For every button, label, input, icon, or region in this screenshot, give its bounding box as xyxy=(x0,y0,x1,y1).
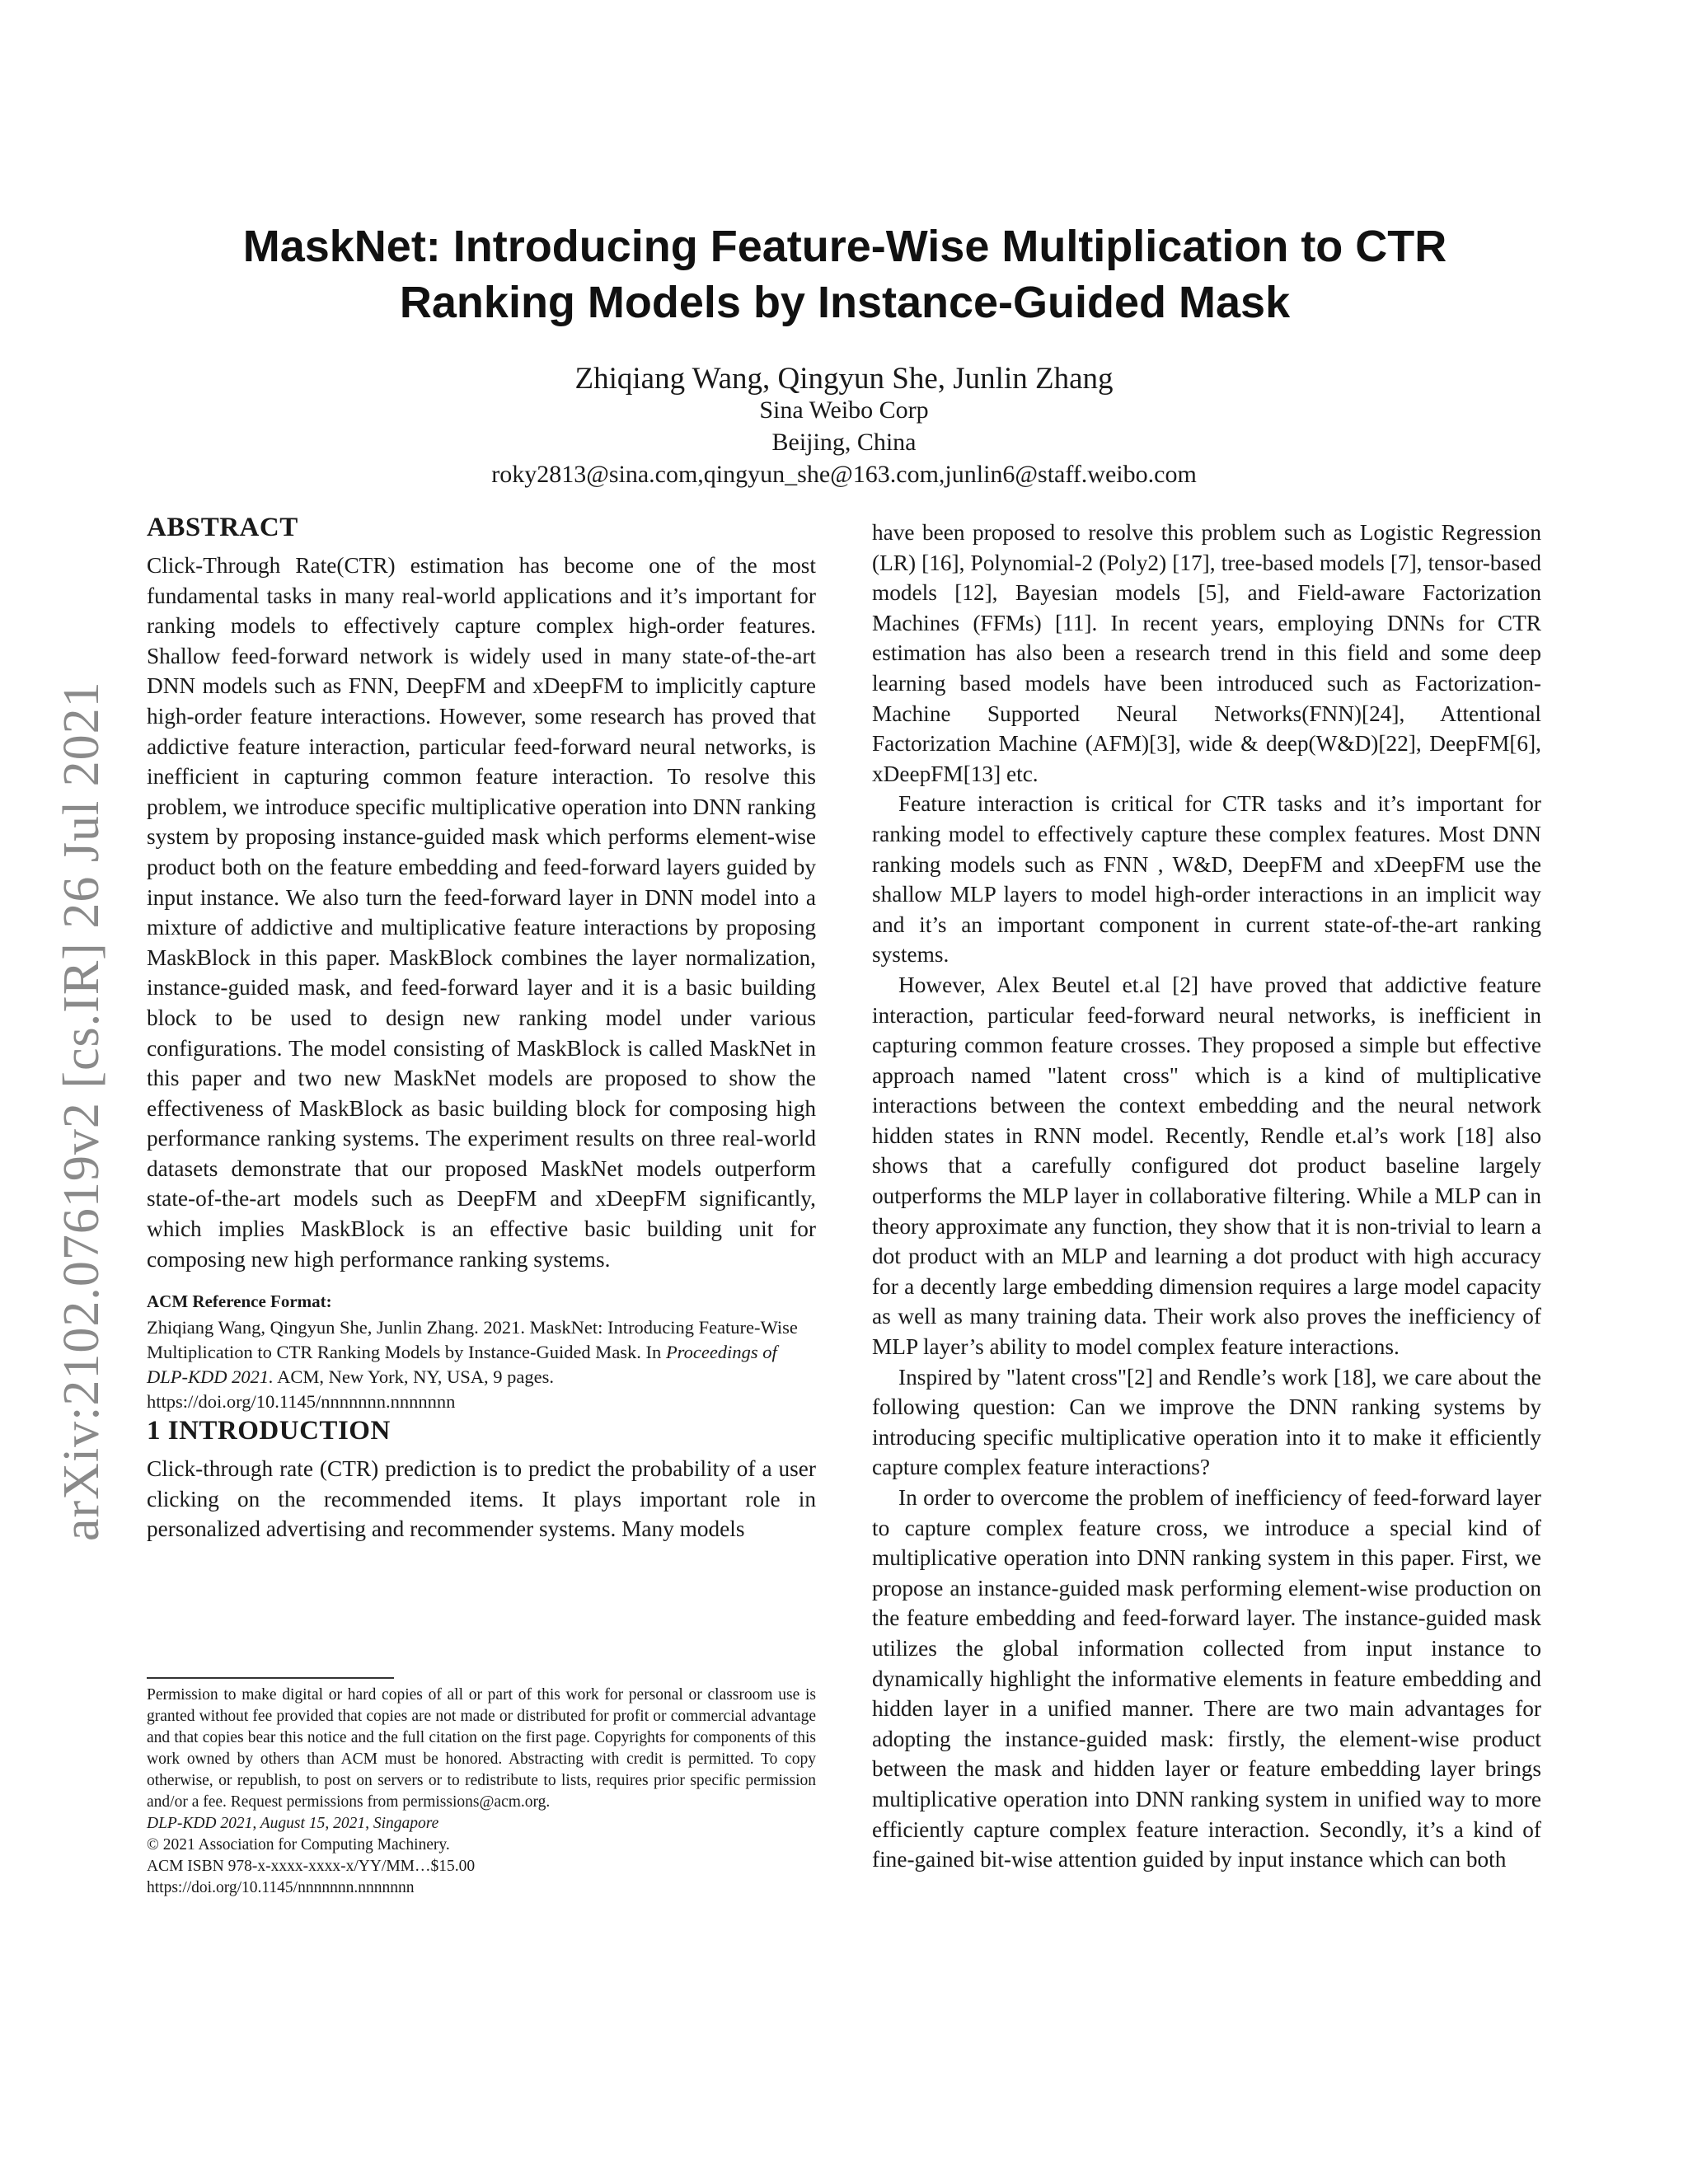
author-emails: roky2813@sina.com,qingyun_she@163.com,junlin6@staff.weibo.com xyxy=(491,461,1197,488)
right-column xyxy=(872,518,1541,1875)
title-line-1: MaskNet: Introducing Feature-Wise Multiplication to CTR xyxy=(242,222,1447,271)
copyright-footnote xyxy=(147,1685,816,1899)
left-column xyxy=(147,511,816,1544)
permission-notice: Permission to make digital or hard copies of all or part of this work for personal or classroom use is granted without fee provided that copies are not made or distributed for profit or commercial advantage and that copies bear this notice and the full citation on the first page. Copyrights for components of this work owned by others than ACM must be honored. Abstracting with credit is permitted. To copy otherwise, or republish, to post on servers or to redistribute to lists, requires prior specific permission and/or a fee. Request permissions from permissions@acm.org. xyxy=(147,1686,816,1811)
right-paragraph-1: have been proposed to resolve this problem such as Logistic Regression (LR) [16], Polynomial-2 (Poly2) [17], tree-based models [7], tensor-based models [12], Bayesian models [5], and Field-aware Factorization Machines (FFMs) [11]. In recent years, employing DNNs for CTR estimation has also been a research trend in this field and some deep learning based models have been introduced such as Factorization-Machine Supported Neural Networks(FNN)[24], Attentional Factorization Machine (AFM)[3], wide & deep(W&D)[22], DeepFM[6], xDeepFM[13] etc. xyxy=(872,520,1541,786)
doi-line: https://doi.org/10.1145/nnnnnnn.nnnnnnn xyxy=(147,1879,415,1896)
acm-reference-pre: Zhiqiang Wang, Qingyun She, Junlin Zhang. 2021. MaskNet: Introducing Feature-Wise Multiplication to CTR Ranking Models by Instance-Guided Mask. In xyxy=(147,1317,798,1363)
copyright-line: © 2021 Association for Computing Machinery. xyxy=(147,1836,450,1854)
conference-info: DLP-KDD 2021, August 15, 2021, Singapore xyxy=(147,1815,439,1832)
acm-reference-text xyxy=(147,1315,816,1414)
acm-reference-venue: Proceedings of DLP-KDD 2021. xyxy=(147,1342,777,1388)
abstract-text: Click-Through Rate(CTR) estimation has become one of the most fundamental tasks in many real-world applications and it’s important for ranking models to effectively capture complex high-order features. Shallow feed-forward network is widely used in many state-of-the-art DNN models such as FNN, DeepFM and xDeepFM to implicitly capture high-order feature interactions. However, some research has proved that addictive feature interaction, particular feed-forward neural networks, is inefficient in capturing common feature interaction. To resolve this problem, we introduce specific multiplicative operation into DNN ranking system by proposing instance-guided mask which performs element-wise product both on the feature embedding and feed-forward layers guided by input instance. We also turn the feed-forward layer in DNN model into a mixture of addictive and multiplicative feature interactions by proposing MaskBlock in this paper. MaskBlock combines the layer normalization, instance-guided mask, and feed-forward layer and it is a basic building block to be used to design new ranking model under various configurations. The model consisting of MaskBlock is called MaskNet in this paper and two new MaskNet models are proposed to show the effectiveness of MaskBlock as basic building block for composing high performance ranking systems. The experiment results on three real-world datasets demonstrate that our proposed MaskNet models outperform state-of-the-art models such as DeepFM and xDeepFM significantly, which implies MaskBlock is an effective basic building unit for composing new high performance ranking systems. xyxy=(147,553,816,1272)
author-list: Zhiqiang Wang, Qingyun She, Junlin Zhang xyxy=(574,362,1114,396)
right-paragraph-2: Feature interaction is critical for CTR tasks and it’s important for ranking model to effectively capture these complex features. Most DNN ranking models such as FNN , W&D, DeepFM and xDeepFM use the shallow MLP layers to model high-order interactions in an implicit way and it’s an important component in current state-of-the-art ranking systems. xyxy=(872,791,1541,968)
intro-paragraph-1: Click-through rate (CTR) prediction is to predict the probability of a user clicking on the recommended items. It plays important role in personalized advertising and recommender systems. Many models xyxy=(147,1456,816,1542)
acm-reference-heading: ACM Reference Format: xyxy=(147,1291,332,1312)
title-line-2: Ranking Models by Instance-Guided Mask xyxy=(399,278,1291,327)
location: Beijing, China xyxy=(771,429,917,456)
acm-reference-post: ACM, New York, NY, USA, 9 pages. https://doi.org/10.1145/nnnnnnn.nnnnnnn xyxy=(147,1366,555,1413)
right-paragraph-4: Inspired by "latent cross"[2] and Rendle’s work [18], we care about the following question: Can we improve the DNN ranking systems by introducing specific multiplicative operation into it to make it efficiently capture complex feature interactions? xyxy=(872,1364,1541,1480)
affiliation: Sina Weibo Corp xyxy=(759,396,929,424)
right-paragraph-5: In order to overcome the problem of inefficiency of feed-forward layer to capture complex feature cross, we introduce a special kind of multiplicative operation into DNN ranking system in this paper. First, we propose an instance-guided mask performing element-wise production on the feature embedding and feed-forward layer. The instance-guided mask utilizes the global information collected from input instance to dynamically highlight the informative elements in feature embedding and hidden layer in a unified manner. There are two main advantages for adopting the instance-guided mask: firstly, the element-wise product between the mask and hidden layer or feature embedding layer brings multiplicative operation into DNN ranking system in unified way to more efficiently capture complex feature interaction. Secondly, it’s a kind of fine-gained bit-wise attention guided by input instance which can both xyxy=(872,1485,1541,1872)
right-paragraph-3: However, Alex Beutel et.al [2] have proved that addictive feature interaction, particular feed-forward neural networks, is inefficient in capturing common feature crosses. They proposed a simple but effective approach named "latent cross" which is a kind of multiplicative interactions between the context embedding and the neural network hidden states in RNN model. Recently, Rendle et.al’s work [18] also shows that a carefully configured dot product baseline largely outperforms the MLP layer in collaborative filtering. While a MLP can in theory approximate any function, they show that it is non-trivial to learn a dot product with an MLP and learning a dot product with high accuracy for a decently large embedding dimension requires a large model capacity as well as many training data. Their work also proves the inefficiency of MLP layer’s ability to model complex feature interactions. xyxy=(872,972,1541,1360)
arxiv-identifier: arXiv:2102.07619v2 [cs.IR] 26 Jul 2021 xyxy=(54,681,110,1541)
paper-title xyxy=(148,218,1541,330)
isbn-line: ACM ISBN 978-x-xxxx-xxxx-x/YY/MM…$15.00 xyxy=(147,1858,476,1875)
abstract-heading: ABSTRACT xyxy=(147,513,298,542)
introduction-heading: 1 INTRODUCTION xyxy=(147,1416,391,1446)
footnote-rule xyxy=(147,1677,394,1679)
